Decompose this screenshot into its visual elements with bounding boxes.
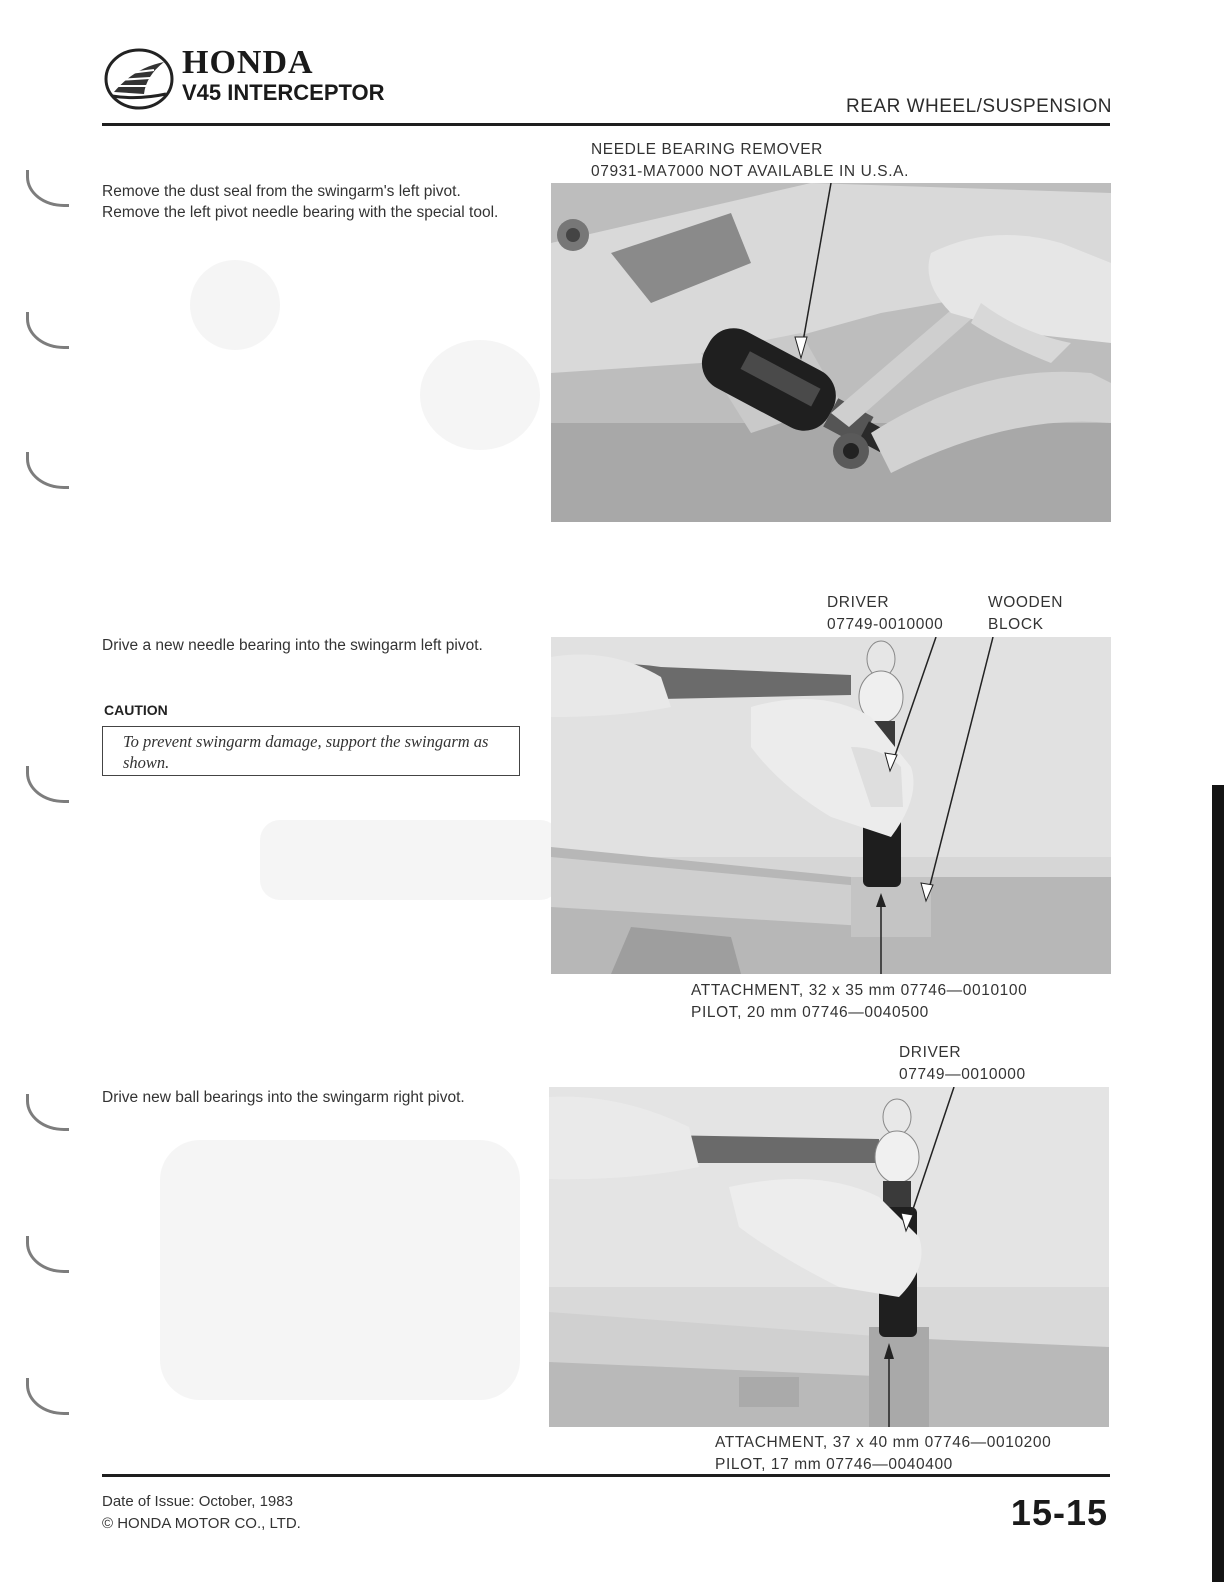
header-rule	[102, 123, 1110, 126]
step3-instructions: Drive new ball bearings into the swingarm right pivot.	[102, 1089, 465, 1106]
step1-line2: Remove the left pivot needle bearing with the special tool.	[102, 204, 499, 221]
background-ghost	[260, 820, 560, 900]
background-ghost	[420, 340, 540, 450]
step1-instructions	[102, 181, 516, 223]
binder-mark	[26, 170, 69, 207]
binder-mark	[26, 1094, 69, 1131]
honda-wing-logo-icon	[104, 48, 174, 110]
pilot-label-2: PILOT, 17 mm 07746—0040400	[715, 1456, 953, 1473]
binder-mark	[26, 452, 69, 489]
binder-mark	[26, 1378, 69, 1415]
binder-mark	[26, 312, 69, 349]
driver-label-2: DRIVER	[899, 1044, 962, 1061]
copyright: © HONDA MOTOR CO., LTD.	[102, 1515, 301, 1532]
scan-edge	[1212, 785, 1224, 1582]
pilot-label: PILOT, 20 mm 07746—0040500	[691, 1004, 929, 1021]
binder-mark	[26, 766, 69, 803]
step1-line1: Remove the dust seal from the swingarm's left pivot.	[102, 183, 461, 200]
caution-text: To prevent swingarm damage, support the swingarm as shown.	[123, 732, 489, 772]
step2-instructions: Drive a new needle bearing into the swingarm left pivot.	[102, 637, 483, 654]
footer-rule	[102, 1474, 1110, 1477]
driver-label: DRIVER	[827, 594, 890, 611]
driver-part-number-2: 07749—0010000	[899, 1066, 1026, 1083]
issue-date: Date of Issue: October, 1983	[102, 1493, 293, 1510]
tool-label-part: 07931-MA7000 NOT AVAILABLE IN U.S.A.	[591, 163, 909, 180]
brand-name: HONDA	[182, 44, 314, 81]
binder-mark	[26, 1236, 69, 1273]
driver-part-number: 07749-0010000	[827, 616, 944, 633]
caution-label: CAUTION	[104, 702, 168, 718]
caution-box	[102, 726, 520, 776]
attachment-label: ATTACHMENT, 32 x 35 mm 07746—0010100	[691, 982, 1028, 999]
background-ghost	[190, 260, 280, 350]
wooden-block-label: WOODEN	[988, 594, 1064, 611]
section-title: REAR WHEEL/SUSPENSION	[846, 96, 1112, 117]
wooden-block-label-2: BLOCK	[988, 616, 1044, 633]
photo-needle-bearing-removal	[551, 183, 1111, 522]
background-ghost	[160, 1140, 520, 1400]
attachment-label-2: ATTACHMENT, 37 x 40 mm 07746—0010200	[715, 1434, 1052, 1451]
tool-label-name: NEEDLE BEARING REMOVER	[591, 141, 823, 158]
photo-needle-bearing-install	[551, 637, 1111, 974]
model-name: V45 INTERCEPTOR	[182, 80, 385, 105]
photo-ball-bearing-install	[549, 1087, 1109, 1427]
page-number: 15-15	[1010, 1492, 1108, 1533]
